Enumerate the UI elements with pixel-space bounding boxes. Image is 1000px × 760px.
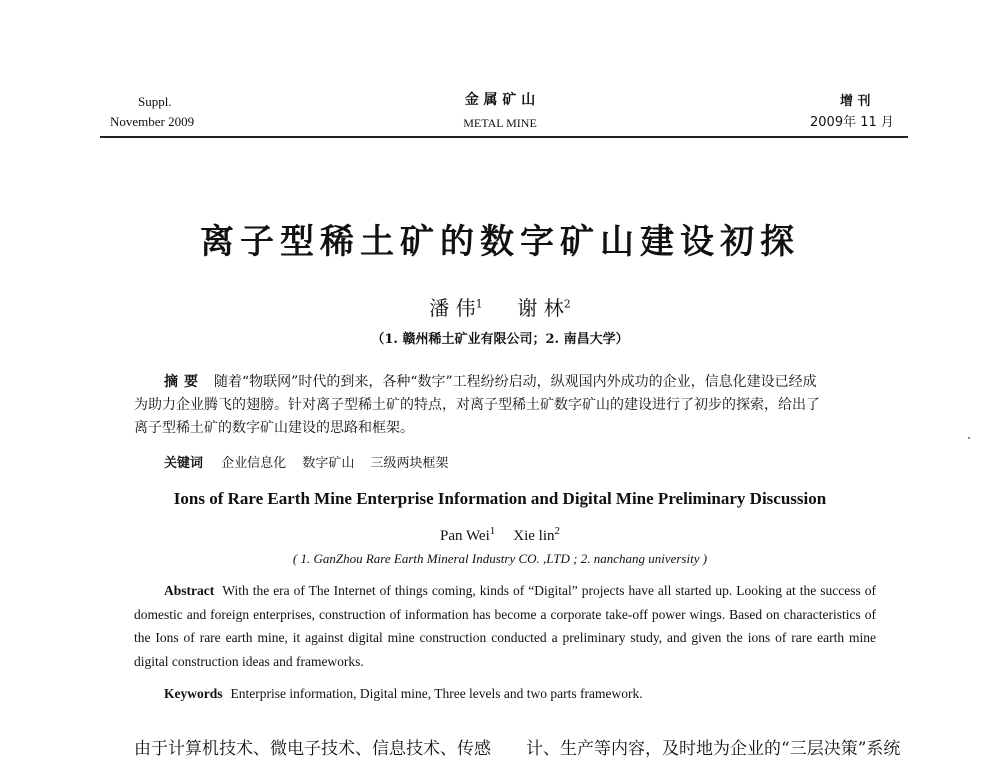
abstract-cn-label: 摘要 (164, 374, 204, 390)
keyword-item: 企业信息化 (221, 456, 287, 471)
journal-supplement-label: Suppl. (138, 94, 172, 109)
body-column-right-line: 计、生产等内容，及时地为企业的“三层决策”系统 (526, 739, 901, 759)
author-affiliation-mark: 1 (475, 297, 483, 311)
journal-name-en: METAL MINE (463, 116, 537, 130)
author-name: Xie lin (513, 528, 555, 544)
abstract-cn-line: 摘要 随着“物联网”时代的到来，各种“数字”工程纷纷启动，纵观国内外成功的企业，信息化建设已经成 (164, 374, 817, 390)
journal-supplement-cn: 增 刊 (840, 94, 871, 109)
abstract-en-label: Abstract (164, 583, 215, 598)
paper-title-cn: 离子型稀土矿的数字矿山建设初探 (200, 222, 800, 262)
scan-speck (968, 437, 970, 439)
keywords-en-text: Enterprise information, Digital mine, Three levels and two parts framework. (230, 686, 643, 701)
affiliation-en: ( 1. GanZhou Rare Earth Mineral Industry CO. ,LTD ; 2. nanchang university ) (292, 551, 708, 566)
journal-date-cn: 2009年 11 月 (810, 115, 894, 130)
paper-title-en: Ions of Rare Earth Mine Enterprise Information and Digital Mine Preliminary Discussion (173, 489, 827, 508)
abstract-en-text: With the era of The Internet of things coming, kinds of “Digital” projects have all started up. Looking at the success of domestic and foreign enterprises, construction of information has become a corporate take-off power wings. Based on characteristics of the Ions of rare earth mine, it against digital mine construction conducted a preliminary study, and given the ions of rare earth mine digital construction ideas and frameworks. (134, 583, 876, 669)
abstract-cn (134, 371, 876, 440)
journal-date-en: November 2009 (110, 114, 195, 129)
keywords-cn-label: 关键词 (164, 456, 204, 471)
authors-cn (0, 292, 1000, 321)
keyword-item: 数字矿山 (302, 456, 355, 471)
abstract-cn-line: 为助力企业腾飞的翅膀。针对离子型稀土矿的特点，对离子型稀土矿数字矿山的建设进行了初步的探索，给出了 (134, 397, 820, 413)
author-name: 潘 伟 (429, 296, 476, 320)
author-name: Pan Wei (439, 528, 490, 544)
keyword-item: 三级两块框架 (370, 456, 449, 471)
author-affiliation-mark: 1 (489, 525, 496, 537)
keywords-en (164, 686, 643, 702)
journal-name-cn: 金 属 矿 山 (464, 92, 536, 108)
author-affiliation-mark: 2 (554, 525, 560, 537)
keywords-cn (164, 452, 460, 471)
body-column-left-line: 由于计算机技术、微电子技术、信息技术、传感 (134, 739, 491, 759)
author-name: 谢 林 (517, 296, 564, 320)
header-rule (100, 136, 908, 138)
affiliation-cn: （1. 赣州稀土矿业有限公司；2. 南昌大学） (371, 332, 629, 347)
abstract-en (134, 579, 876, 673)
authors-en (0, 525, 1000, 545)
keywords-en-label: Keywords (164, 686, 223, 701)
author-affiliation-mark: 2 (563, 297, 571, 311)
abstract-cn-line: 离子型稀土矿的数字矿山建设的思路和框架。 (134, 420, 414, 436)
